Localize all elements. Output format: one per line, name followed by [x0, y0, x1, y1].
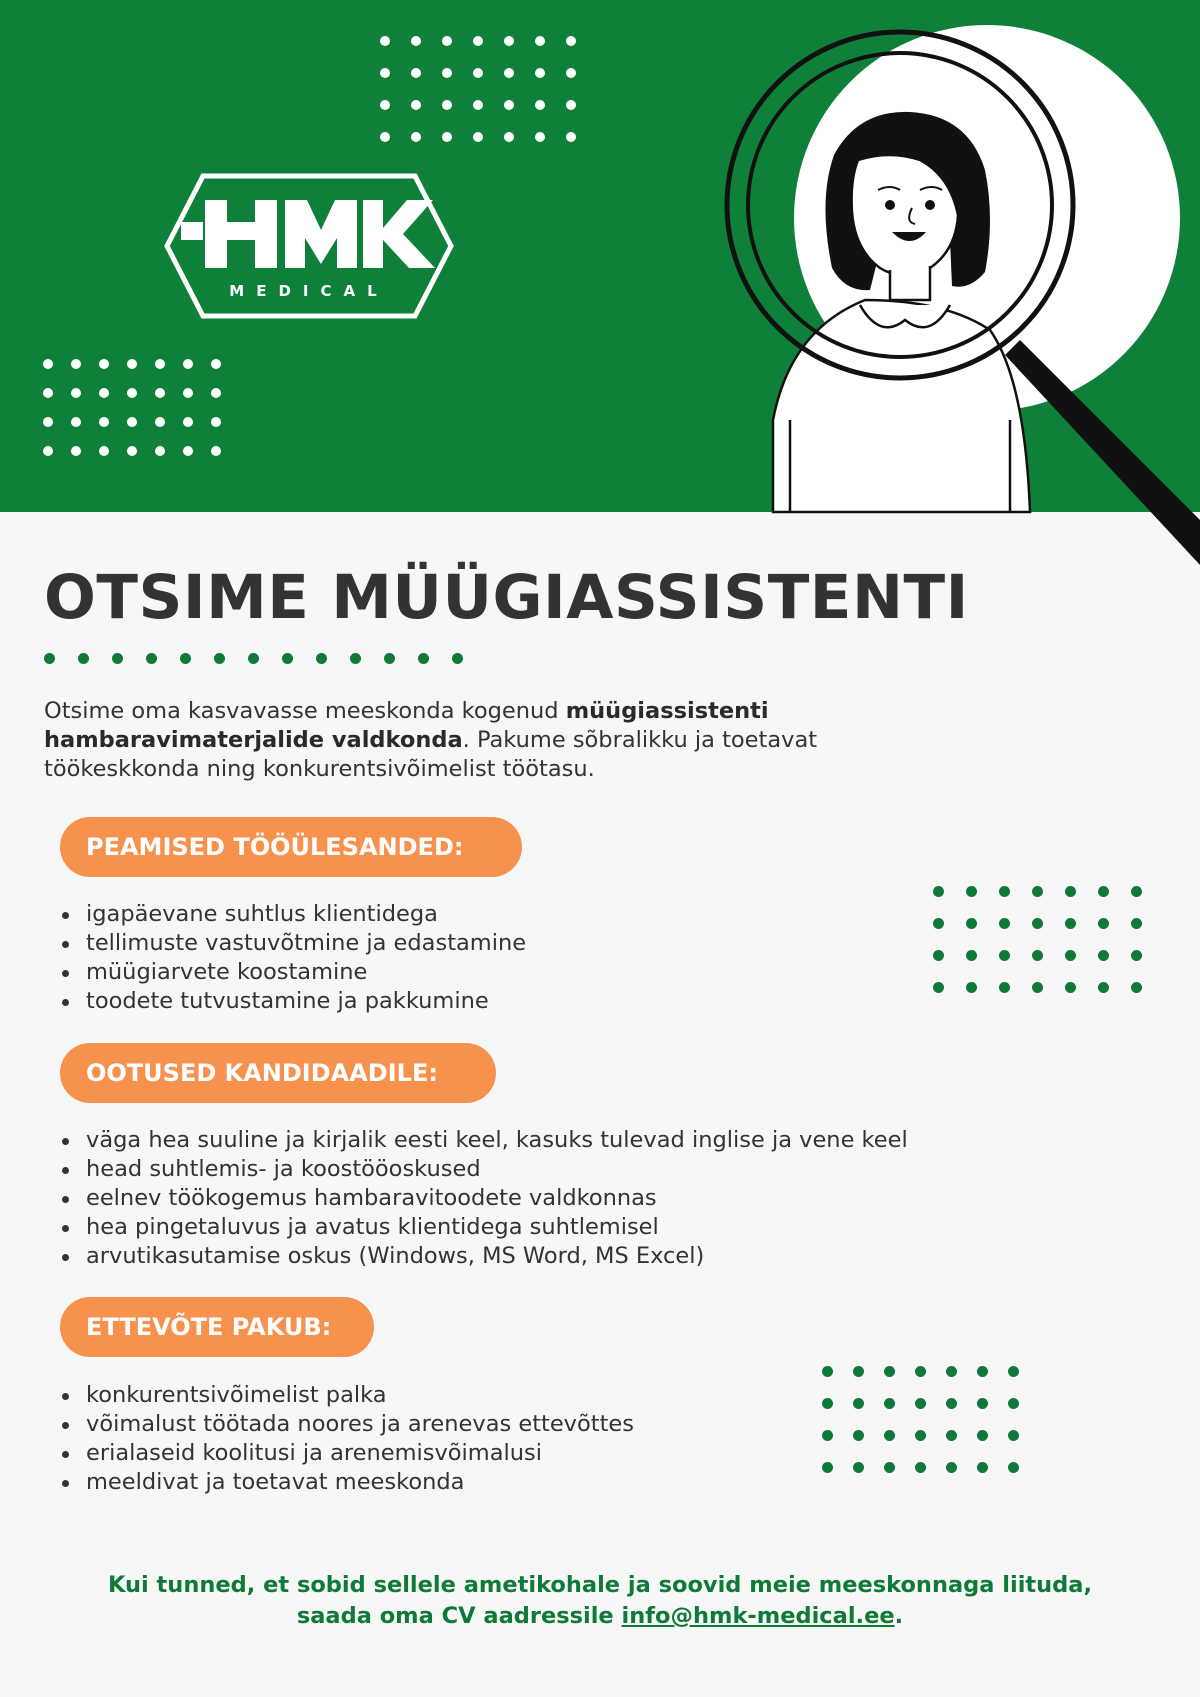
decorative-dot	[146, 653, 157, 664]
list-item: võimalust töötada noores ja arenevas ettevõttes	[58, 1410, 634, 1439]
decorative-dot	[504, 132, 514, 142]
title-underline-dots	[44, 653, 463, 664]
decorative-dot-grid	[933, 886, 1164, 993]
decorative-dot	[966, 886, 977, 897]
decorative-dot	[946, 1430, 957, 1441]
decorative-dot	[933, 886, 944, 897]
decorative-dot	[127, 446, 137, 456]
decorative-dot	[1032, 918, 1043, 929]
decorative-dot	[1008, 1430, 1019, 1441]
list-item: erialaseid koolitusi ja arenemisvõimalusi	[58, 1439, 634, 1468]
decorative-dot	[915, 1462, 926, 1473]
decorative-dot	[999, 918, 1010, 929]
decorative-dot	[535, 36, 545, 46]
list-item: toodete tutvustamine ja pakkumine	[58, 987, 526, 1016]
decorative-dot	[43, 417, 53, 427]
decorative-dot	[211, 359, 221, 369]
decorative-dot	[380, 132, 390, 142]
list-item: konkurentsivõimelist palka	[58, 1381, 634, 1410]
decorative-dot	[411, 132, 421, 142]
decorative-dot	[946, 1398, 957, 1409]
decorative-dot	[977, 1462, 988, 1473]
decorative-dot	[1032, 950, 1043, 961]
list-item: igapäevane suhtlus klientidega	[58, 900, 526, 929]
decorative-dot	[966, 950, 977, 961]
decorative-dot	[566, 100, 576, 110]
decorative-dot	[566, 36, 576, 46]
list-item: hea pingetaluvus ja avatus klientidega suhtlemisel	[58, 1213, 908, 1242]
decorative-dot	[822, 1366, 833, 1377]
list-item: müügiarvete koostamine	[58, 958, 526, 987]
decorative-dot	[380, 100, 390, 110]
decorative-dot	[183, 446, 193, 456]
decorative-dot	[442, 68, 452, 78]
decorative-dot	[71, 388, 81, 398]
decorative-dot	[822, 1430, 833, 1441]
decorative-dot	[966, 982, 977, 993]
decorative-dot	[933, 982, 944, 993]
decorative-dot	[99, 359, 109, 369]
list-item: eelnev töökogemus hambaravitoodete valdkonnas	[58, 1184, 908, 1213]
decorative-dot	[1032, 982, 1043, 993]
decorative-dot-grid	[43, 359, 239, 456]
decorative-dot	[977, 1398, 988, 1409]
decorative-dot	[966, 918, 977, 929]
decorative-dot	[535, 132, 545, 142]
decorative-dot	[933, 950, 944, 961]
decorative-dot	[884, 1430, 895, 1441]
decorative-dot	[316, 653, 327, 664]
decorative-dot	[350, 653, 361, 664]
decorative-dot	[946, 1366, 957, 1377]
footer-line-2-prefix: saada oma CV aadressile	[296, 1603, 622, 1629]
decorative-dot	[566, 132, 576, 142]
decorative-dot	[71, 417, 81, 427]
intro-bold-text: müügiassistenti hambaravimaterjalide valdkonda	[44, 698, 769, 753]
footer-call-to-action	[0, 1570, 1200, 1632]
decorative-dot	[43, 359, 53, 369]
list-item: meeldivat ja toetavat meeskonda	[58, 1468, 634, 1497]
decorative-dot	[535, 68, 545, 78]
intro-text: Otsime oma kasvavasse meeskonda kogenud	[44, 698, 566, 724]
decorative-dot	[853, 1462, 864, 1473]
decorative-dot	[183, 359, 193, 369]
decorative-dot	[380, 36, 390, 46]
decorative-dot	[43, 446, 53, 456]
decorative-dot	[43, 388, 53, 398]
decorative-dot	[504, 36, 514, 46]
decorative-dot	[71, 446, 81, 456]
decorative-dot	[1131, 982, 1142, 993]
offer-list	[58, 1381, 634, 1497]
decorative-dot	[822, 1462, 833, 1473]
decorative-dot	[473, 100, 483, 110]
decorative-dot	[211, 388, 221, 398]
decorative-dot	[78, 653, 89, 664]
decorative-dot	[248, 653, 259, 664]
section-heading-tasks: PEAMISED TÖÖÜLESANDED:	[60, 817, 522, 877]
decorative-dot	[473, 132, 483, 142]
decorative-dot	[211, 417, 221, 427]
intro-paragraph	[44, 697, 864, 784]
tasks-list	[58, 900, 526, 1016]
decorative-dot	[999, 950, 1010, 961]
decorative-dot	[1008, 1398, 1019, 1409]
footer-line-1: Kui tunned, et sobid sellele ametikohale ja soovid meie meeskonnaga liituda,	[107, 1572, 1093, 1598]
decorative-dot	[442, 36, 452, 46]
decorative-dot	[473, 68, 483, 78]
page-title: OTSIME MÜÜGIASSISTENTI	[44, 562, 969, 633]
decorative-dot	[155, 417, 165, 427]
logo-subtitle: MEDICAL	[229, 282, 389, 300]
decorative-dot	[1098, 886, 1109, 897]
footer-line-2-suffix: .	[894, 1603, 904, 1629]
decorative-dot	[99, 388, 109, 398]
decorative-dot	[884, 1462, 895, 1473]
list-item: head suhtlemis- ja koostööoskused	[58, 1155, 908, 1184]
decorative-dot	[411, 68, 421, 78]
decorative-dot	[884, 1366, 895, 1377]
decorative-dot	[999, 982, 1010, 993]
decorative-dot	[127, 359, 137, 369]
decorative-dot	[127, 417, 137, 427]
decorative-dot	[884, 1398, 895, 1409]
decorative-dot	[933, 918, 944, 929]
decorative-dot	[1065, 982, 1076, 993]
decorative-dot	[155, 446, 165, 456]
decorative-dot	[977, 1366, 988, 1377]
list-item: väga hea suuline ja kirjalik eesti keel, kasuks tulevad inglise ja vene keel	[58, 1126, 908, 1155]
list-item: tellimuste vastuvõtmine ja edastamine	[58, 929, 526, 958]
decorative-dot-grid	[380, 36, 597, 142]
decorative-dot	[155, 359, 165, 369]
magnifier-woman-illustration	[700, 0, 1200, 570]
decorative-dot	[535, 100, 545, 110]
decorative-dot	[1008, 1366, 1019, 1377]
decorative-dot	[99, 446, 109, 456]
decorative-dot	[99, 417, 109, 427]
decorative-dot	[183, 417, 193, 427]
decorative-dot	[71, 359, 81, 369]
section-heading-offer: ETTEVÕTE PAKUB:	[60, 1297, 374, 1357]
decorative-dot	[566, 68, 576, 78]
decorative-dot	[214, 653, 225, 664]
decorative-dot	[853, 1430, 864, 1441]
decorative-dot	[418, 653, 429, 664]
decorative-dot	[112, 653, 123, 664]
decorative-dot	[180, 653, 191, 664]
decorative-dot	[1131, 886, 1142, 897]
decorative-dot	[853, 1366, 864, 1377]
decorative-dot	[946, 1462, 957, 1473]
decorative-dot	[380, 68, 390, 78]
decorative-dot	[44, 653, 55, 664]
decorative-dot	[183, 388, 193, 398]
list-item: arvutikasutamise oskus (Windows, MS Word, MS Excel)	[58, 1242, 908, 1271]
email-link[interactable]: info@hmk-medical.ee	[621, 1603, 895, 1629]
decorative-dot	[1098, 918, 1109, 929]
decorative-dot	[155, 388, 165, 398]
intro-text: . Pakume sõbralikku ja toetavat töökeskkonda ning konkurentsivõimelist töötasu.	[44, 727, 818, 782]
decorative-dot	[1065, 886, 1076, 897]
decorative-dot	[127, 388, 137, 398]
decorative-dot	[411, 36, 421, 46]
decorative-dot	[915, 1430, 926, 1441]
decorative-dot	[442, 100, 452, 110]
decorative-dot	[1008, 1462, 1019, 1473]
decorative-dot	[384, 653, 395, 664]
decorative-dot	[915, 1398, 926, 1409]
section-heading-expectations: OOTUSED KANDIDAADILE:	[60, 1043, 496, 1103]
decorative-dot	[1065, 918, 1076, 929]
decorative-dot	[1131, 950, 1142, 961]
hmk-medical-logo	[163, 172, 455, 320]
decorative-dot	[1098, 982, 1109, 993]
decorative-dot	[1032, 886, 1043, 897]
decorative-dot	[442, 132, 452, 142]
decorative-dot	[853, 1398, 864, 1409]
decorative-dot	[504, 68, 514, 78]
decorative-dot	[504, 100, 514, 110]
decorative-dot	[473, 36, 483, 46]
decorative-dot	[822, 1398, 833, 1409]
decorative-dot	[915, 1366, 926, 1377]
decorative-dot	[1131, 918, 1142, 929]
decorative-dot	[1098, 950, 1109, 961]
decorative-dot	[411, 100, 421, 110]
decorative-dot	[1065, 950, 1076, 961]
decorative-dot	[452, 653, 463, 664]
decorative-dot	[211, 446, 221, 456]
decorative-dot	[282, 653, 293, 664]
decorative-dot-grid	[822, 1366, 1039, 1473]
decorative-dot	[977, 1430, 988, 1441]
expectations-list	[58, 1126, 908, 1271]
decorative-dot	[999, 886, 1010, 897]
